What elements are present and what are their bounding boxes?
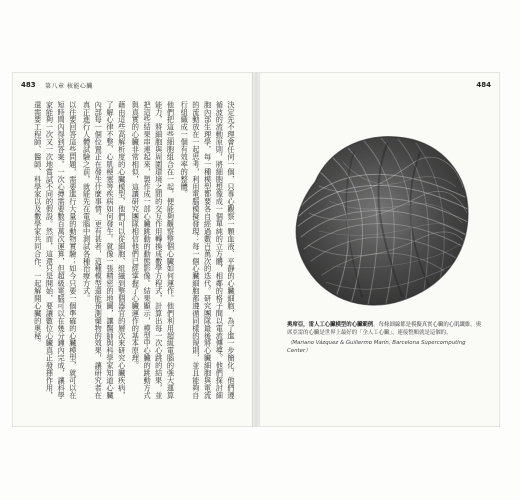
caption-body: 。每條細線都是模擬真實心臟的心肌纖維。奧席亞雷的心臟是世界上最好的「全人工心臟」，連接整顆就是這個的。	[287, 322, 482, 336]
caption-credit: （Mariano Vázquez & Guillermo Marín, Barcelona Supercomputing Center）	[287, 340, 466, 354]
body-text-column	[27, 101, 237, 401]
caption-title: 奧席亞，雷人工心臟模型的心臟範例	[287, 322, 374, 328]
left-page-number: 483	[21, 81, 36, 89]
right-page	[259, 72, 500, 427]
body-paragraph-2: 他們把這些細胞組合在一起，便能夠觀察整個心臟如何運作。他們利用超級電腦的強大運算能力，將細胞與周圍環境之間的交互作用轉換成數學方程式，計算出每一次心跳的結果，並把這些結果串連起來，製作成一部心臟跳動的動態影像。結果顯示，模型中心臟的跳動方式與真實的心臟非常相似，這讓研究團隊相信他們已經掌握了心臟運作的基本原理。	[131, 101, 176, 399]
right-page-number: 484	[476, 81, 491, 89]
body-paragraph-1: 決定先不理會任何一個，只專心觀察一顆血液、平靜的心臟細胞，為了進一步簡化，他們遵循波的流動原則，將細胞想像成一個單純的立方體，相鄰的格子間以電流傳導。他們探討細胞內部生理學，每一種模型都要各自經過數百萬次的迭代。研究團隊最後將心臟細胞與電流的流動放在一起思考，利用電腦模擬發現：每一個心臟細胞都遵循同樣的規則，並且能夠自行組織成一個有效率的整體。	[180, 101, 236, 399]
image-caption	[287, 321, 483, 355]
chapter-header: 第八章 核能心臟	[45, 83, 93, 90]
body-paragraph-3: 藉由這些高解析度的心臟模型，他們可以從細胞、組織到整個器官的層次來研究心臟疾病，了解心律不整、心肌梗塞等疾病如何發生。就像一張精密的地圖，讓醫師與科學家知道心臟內部每一個位置正在發生什麼事情。更有甚者，這種模型還能預測藥物的效果，讓研究者在真正進行人體試驗之前，就能先在電腦中測試各種治療方式。	[82, 101, 127, 399]
heart-fiber-illustration	[284, 110, 487, 326]
left-page	[12, 72, 253, 427]
heart-fiber-image	[284, 110, 487, 326]
body-paragraph-4: 以往要回答這些問題，需要進行大量的動物實驗；如今只要一個準確的心臟模型，就可以在短時間內得到答案。一次心搏需要數百萬次運算，但超級電腦可以在幾分鐘內完成，讓科學家能夠一次又一次地嘗試不同的假設。然而，這還只是開始，要讓數位心臟真正發揮作用，還需要工程師、醫師、科學家以及數學家共同合作，一起解開心臟的奧秘。	[33, 101, 78, 399]
